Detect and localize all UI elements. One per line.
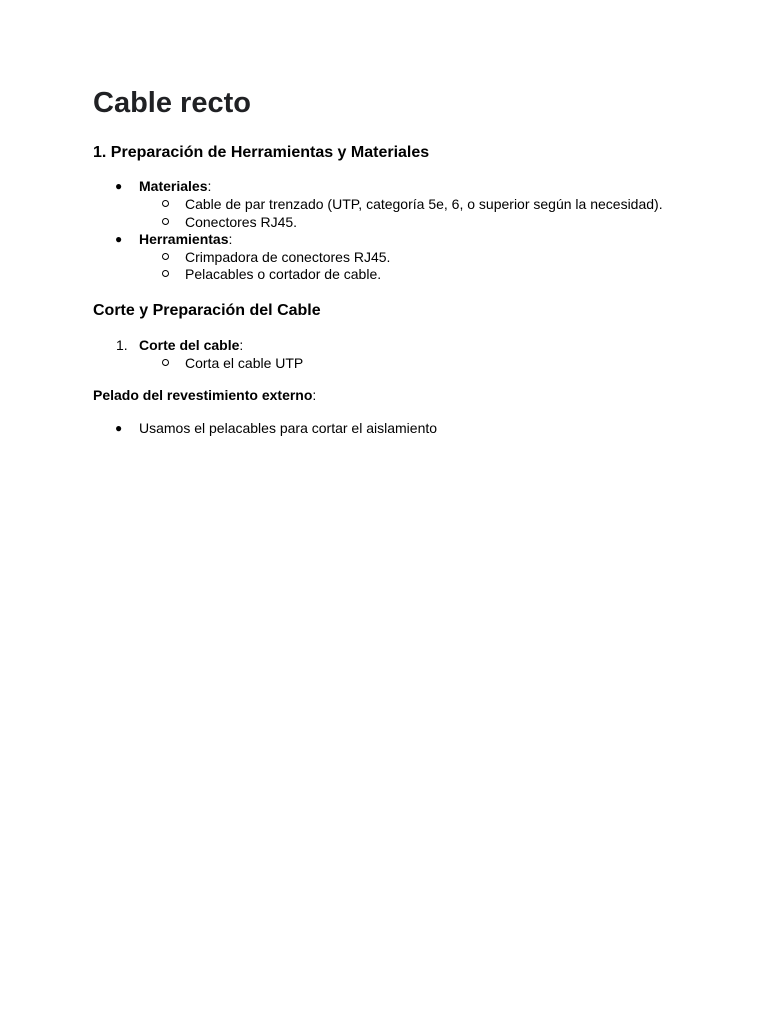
sub-bullet-circle (162, 270, 169, 277)
section-heading-corte: Corte y Preparación del Cable (93, 302, 321, 319)
bullet-dot: ● (115, 179, 123, 193)
list-item-suffix: : (207, 178, 212, 194)
sub-list-item: Crimpadora de conectores RJ45. (185, 249, 391, 265)
list-item: Usamos el pelacables para cortar el aislamiento (139, 420, 438, 436)
sub-bullet-circle (162, 218, 169, 225)
sub-list-item: Corta el cable UTP (185, 355, 304, 371)
list-item-suffix: : (239, 337, 244, 353)
list-item-label: Herramientas (139, 231, 229, 247)
numbered-item-corte-del-cable (139, 336, 243, 354)
paragraph-pelado (93, 386, 316, 404)
sub-list-item: Cable de par trenzado (UTP, categoría 5e, 6, o superior según la necesidad). (185, 196, 663, 212)
bullet-dot: ● (115, 232, 123, 246)
sub-bullet-circle (162, 253, 169, 260)
list-number: 1. (116, 337, 128, 353)
page-title: Cable recto (93, 87, 251, 119)
list-item-label: Materiales (139, 178, 208, 194)
list-item-materiales (139, 177, 211, 195)
sub-bullet-circle (162, 359, 169, 366)
list-item-suffix: : (228, 231, 233, 247)
section-heading-preparacion: 1. Preparación de Herramientas y Materiales (93, 144, 430, 161)
list-item-label: Corte del cable (139, 337, 240, 353)
sub-list-item: Pelacables o cortador de cable. (185, 266, 382, 282)
sub-bullet-circle (162, 200, 169, 207)
paragraph-suffix: : (312, 387, 317, 403)
list-item-herramientas (139, 230, 232, 248)
sub-list-item: Conectores RJ45. (185, 214, 298, 230)
bullet-dot: ● (115, 421, 123, 435)
paragraph-label: Pelado del revestimiento externo (93, 387, 313, 403)
